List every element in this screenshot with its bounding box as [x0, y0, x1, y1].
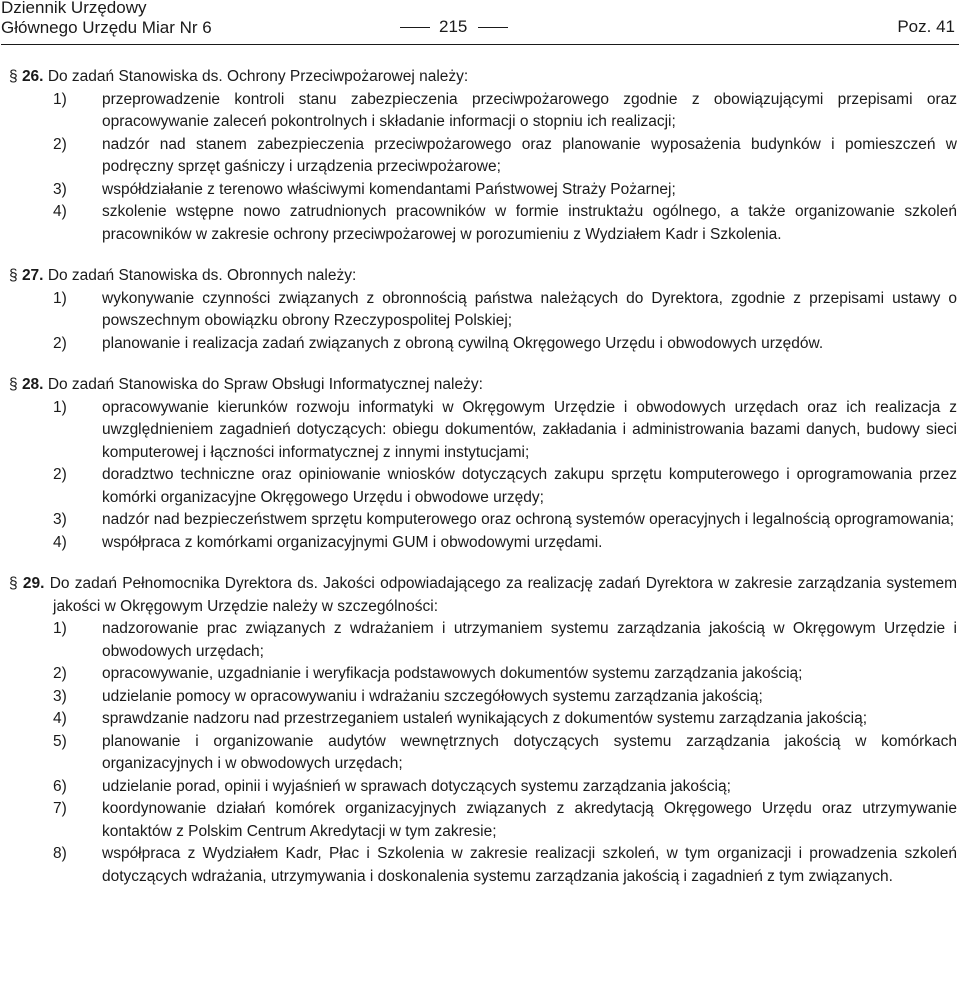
list-item: [9, 201, 957, 246]
list-item: [9, 663, 957, 686]
section-number: 28.: [21, 376, 44, 393]
item-number: 3): [53, 511, 67, 528]
section-lead-text: Do zadań Pełnomocnika Dyrektora ds. Jakości odpowiadającego za realizację zadań Dyrektora w zakresie zarządzania systemem jakości w Okręgowym Urzędzie należy w szczególności:: [49, 575, 958, 615]
section-items: [9, 288, 957, 356]
page-number-dash-left: [400, 27, 430, 28]
item-number: 4): [53, 533, 67, 551]
list-item: [9, 731, 957, 776]
item-number: 3): [53, 180, 67, 198]
header-rule: [1, 44, 959, 45]
page-number: 215: [439, 17, 468, 36]
item-text: koordynowanie działań komórek organizacyjnych związanych z akredytacją Okręgowego Urzędu oraz utrzymywanie kontaktów z Polskim Centrum Akredytacji w tym zakresie;: [102, 800, 957, 840]
list-item: [9, 509, 957, 532]
page-number-dash-right: [478, 27, 508, 28]
section-sign: §: [9, 68, 18, 85]
list-item: [9, 397, 957, 465]
item-number: 4): [53, 710, 67, 727]
item-number: 2): [53, 135, 67, 153]
section-lead: [9, 374, 957, 397]
list-item: [9, 618, 957, 663]
item-text: nadzór nad bezpieczeństwem sprzętu komputerowego oraz ochroną systemów operacyjnych i legalnością oprogramowania;: [102, 511, 955, 528]
section-sign: §: [9, 575, 18, 592]
section-items: [9, 618, 957, 888]
item-text: współpraca z komórkami organizacyjnymi GUM i obwodowymi urzędami.: [102, 533, 603, 551]
item-number: 1): [53, 90, 67, 108]
item-text: szkolenie wstępne nowo zatrudnionych pracowników w formie instruktażu ogólnego, a także organizowanie szkoleń pracowników w zakresie ochrony przeciwpożarowej w porozumieniu z Wydziałem Kadr i Szkolenia.: [102, 203, 957, 243]
item-number: 7): [53, 800, 67, 817]
section-lead: [9, 66, 957, 89]
journal-title-line1: Dziennik Urzędowy: [1, 0, 147, 17]
item-number: 1): [53, 289, 67, 307]
list-item: [9, 843, 957, 888]
section-items: [9, 89, 957, 247]
item-number: 3): [53, 687, 67, 705]
list-item: [9, 686, 957, 709]
section-number: 26.: [21, 68, 44, 85]
list-item: [9, 776, 957, 799]
item-text: planowanie i organizowanie audytów wewnętrznych dotyczących systemu zarządzania jakością w komórkach organizacyjnych i w obwodowych urzędach;: [102, 732, 957, 772]
page-header: [0, 0, 960, 44]
item-text: wykonywanie czynności związanych z obronnością państwa należących do Dyrektora, zgodnie z przepisami ustawy o powszechnym obowiązku obrony Rzeczypospolitej Polskiej;: [102, 289, 957, 329]
section-number: 29.: [22, 575, 45, 592]
item-number: 2): [53, 466, 67, 483]
item-number: 4): [53, 203, 67, 220]
section-lead: [9, 265, 957, 288]
item-text: opracowywanie, uzgadnianie i weryfikacja podstawowych dokumentów systemu zarządzania jakością;: [102, 665, 803, 682]
position-label: Poz. 41: [897, 17, 955, 36]
item-text: udzielanie porad, opinii i wyjaśnień w sprawach dotyczących systemu zarządzania jakością;: [102, 777, 731, 795]
list-item: [9, 798, 957, 843]
journal-title-line2: Głównego Urzędu Miar Nr 6: [1, 18, 212, 37]
section-sign: §: [9, 376, 18, 393]
list-item: [9, 89, 957, 134]
section-lead-text: Do zadań Stanowiska ds. Ochrony Przeciwpożarowej należy:: [47, 68, 469, 85]
journal-title: [1, 0, 212, 38]
section-lead-text: Do zadań Stanowiska do Spraw Obsługi Informatycznej należy:: [47, 376, 483, 393]
item-text: udzielanie pomocy w opracowywaniu i wdrażaniu szczegółowych systemu zarządzania jakością;: [102, 687, 763, 705]
document-body: [9, 66, 957, 907]
section-lead-text: Do zadań Stanowiska ds. Obronnych należy:: [47, 267, 357, 284]
list-item: [9, 333, 957, 356]
section-28: [9, 374, 957, 554]
item-text: sprawdzanie nadzoru nad przestrzeganiem ustaleń wynikających z dokumentów systemu zarządzania jakością;: [102, 710, 868, 727]
list-item: [9, 708, 957, 731]
item-number: 2): [53, 334, 67, 352]
item-text: nadzór nad stanem zabezpieczenia przeciwpożarowego oraz planowanie wyposażenia budynków i pomieszczeń w podręczny sprzęt gaśniczy i urządzenia przeciwpożarowe;: [102, 135, 957, 175]
list-item: [9, 134, 957, 179]
list-item: [9, 288, 957, 333]
item-number: 1): [53, 398, 67, 416]
item-number: 6): [53, 777, 67, 795]
item-number: 5): [53, 732, 67, 750]
item-text: współpraca z Wydziałem Kadr, Płac i Szkolenia w zakresie realizacji szkoleń, w tym organizacji i prowadzenia szkoleń dotyczących wdrażania, utrzymywania i doskonalenia systemu zarządzania jakością i zagadnień z tym związanych.: [102, 845, 957, 885]
section-26: [9, 66, 957, 246]
list-item: [9, 532, 957, 555]
section-items: [9, 397, 957, 555]
list-item: [9, 464, 957, 509]
item-text: nadzorowanie prac związanych z wdrażaniem i utrzymaniem systemu zarządzania jakością w Okręgowym Urzędzie i obwodowych urzędach;: [102, 620, 957, 660]
item-number: 8): [53, 845, 67, 862]
list-item: [9, 179, 957, 202]
section-29: [9, 573, 957, 888]
section-sign: §: [9, 267, 18, 284]
section-lead: [9, 573, 957, 618]
item-text: współdziałanie z terenowo właściwymi komendantami Państwowej Straży Pożarnej;: [102, 180, 676, 198]
item-number: 2): [53, 665, 67, 682]
section-number: 27.: [21, 267, 44, 284]
item-text: planowanie i realizacja zadań związanych z obroną cywilną Okręgowego Urzędu i obwodowych urzędów.: [102, 334, 824, 352]
section-27: [9, 265, 957, 355]
item-text: doradztwo techniczne oraz opiniowanie wniosków dotyczących zakupu sprzętu komputerowego i oprogramowania przez komórki organizacyjne Okręgowego Urzędu i obwodowe urzędy;: [102, 466, 957, 506]
item-text: przeprowadzenie kontroli stanu zabezpieczenia przeciwpożarowego zgodnie z obowiązującymi przepisami oraz opracowywanie zaleceń pokontrolnych i składanie informacji o stopniu ich realizacji;: [102, 90, 957, 130]
item-text: opracowywanie kierunków rozwoju informatyki w Okręgowym Urzędzie i obwodowych urzędach oraz ich realizacja z uwzględnieniem zagadnień dotyczących: obiegu dokumentów, zakładania i administrowania bazami danych, budowy sieci komputerowej i łączności informatycznej z innymi instytucjami;: [102, 398, 957, 461]
item-number: 1): [53, 620, 67, 637]
